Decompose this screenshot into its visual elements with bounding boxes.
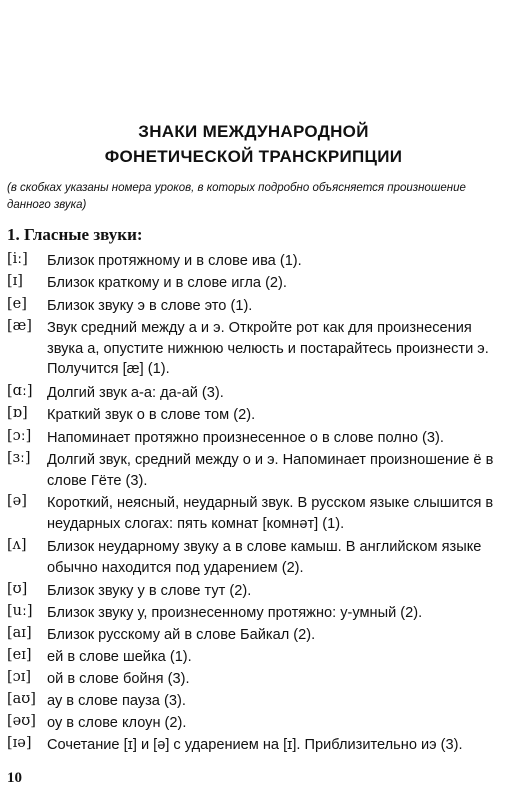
symbol-description: Близок звуку э в слове это (1). xyxy=(47,298,253,314)
phonetic-symbol: [ɔː] xyxy=(7,428,32,444)
symbol-description: оу в слове клоун (2). xyxy=(47,715,187,731)
page-number: 10 xyxy=(7,770,22,786)
symbol-description: Напоминает протяжно произнесенное о в слове полно (3). xyxy=(47,430,444,446)
symbol-description: ей в слове шейка (1). xyxy=(47,649,192,665)
phonetic-symbol: [ɑː] xyxy=(7,383,33,399)
phonetic-symbol: [æ] xyxy=(7,318,32,334)
symbol-description: ау в слове пауза (3). xyxy=(47,693,186,709)
symbol-description: Короткий, неясный, неударный звук. В русском языке слышится в неударных слогах: пять комнат [комнәт] (1). xyxy=(47,495,494,532)
phonetic-symbol: [ɜː] xyxy=(7,450,31,466)
phonetic-symbol: [ʊ] xyxy=(7,581,28,597)
symbol-description: Долгий звук, средний между о и э. Напоминает произношение ё в слове Гёте (3). xyxy=(47,452,494,489)
symbol-description: Сочетание [ɪ] и [ə] с ударением на [ɪ]. Приблизительно иэ (3). xyxy=(47,737,463,753)
phonetic-symbol: [ɪ] xyxy=(7,273,23,289)
symbol-description: Близок протяжному и в слове ива (1). xyxy=(47,253,302,269)
page-title-line-2: ФОНЕТИЧЕСКОЙ ТРАНСКРИПЦИИ xyxy=(104,147,403,166)
phonetic-symbol: [ʌ] xyxy=(7,537,27,553)
symbol-description: Близок звуку у в слове тут (2). xyxy=(47,583,252,599)
phonetic-symbol: [uː] xyxy=(7,603,33,619)
symbol-description: ой в слове бойня (3). xyxy=(47,671,190,687)
phonetic-symbol: [ɔɪ] xyxy=(7,669,32,685)
symbol-description: Близок неударному звуку а в слове камыш. В английском языке обычно находится под ударением (2). xyxy=(47,539,482,576)
symbol-description: Близок русскому ай в слове Байкал (2). xyxy=(47,627,316,643)
phonetic-symbol: [eɪ] xyxy=(7,647,32,663)
page-title-line-1: ЗНАКИ МЕЖДУНАРОДНОЙ xyxy=(138,122,369,141)
symbol-description: Краткий звук о в слове том (2). xyxy=(47,407,256,423)
symbol-description: Близок звуку у, произнесенному протяжно: у-умный (2). xyxy=(47,605,423,621)
phonetic-symbol: [ɒ] xyxy=(7,405,28,421)
phonetic-symbol: [ɪə] xyxy=(7,735,32,751)
symbol-description: Звук средний между а и э. Откройте рот как для произнесения звука а, опустите нижнюю челюсть и постарайтесь произнести э. Получится [æ] (1). xyxy=(47,320,489,377)
intro-note: (в скобках указаны номера уроков, в которых подробно объясняется произношение данного звука) xyxy=(7,182,466,211)
phonetic-symbol: [aɪ] xyxy=(7,625,32,641)
section-heading: 1. Гласные звуки: xyxy=(7,225,143,244)
symbol-description: Близок краткому и в слове игла (2). xyxy=(47,275,287,291)
phonetic-symbol: [aʊ] xyxy=(7,691,36,707)
phonetic-symbol: [ə] xyxy=(7,493,27,509)
phonetic-symbol: [e] xyxy=(7,296,27,312)
phonetic-symbol: [iː] xyxy=(7,251,28,267)
phonetic-symbol: [əʊ] xyxy=(7,713,36,729)
symbol-description: Долгий звук а-а: да-ай (3). xyxy=(47,385,224,401)
